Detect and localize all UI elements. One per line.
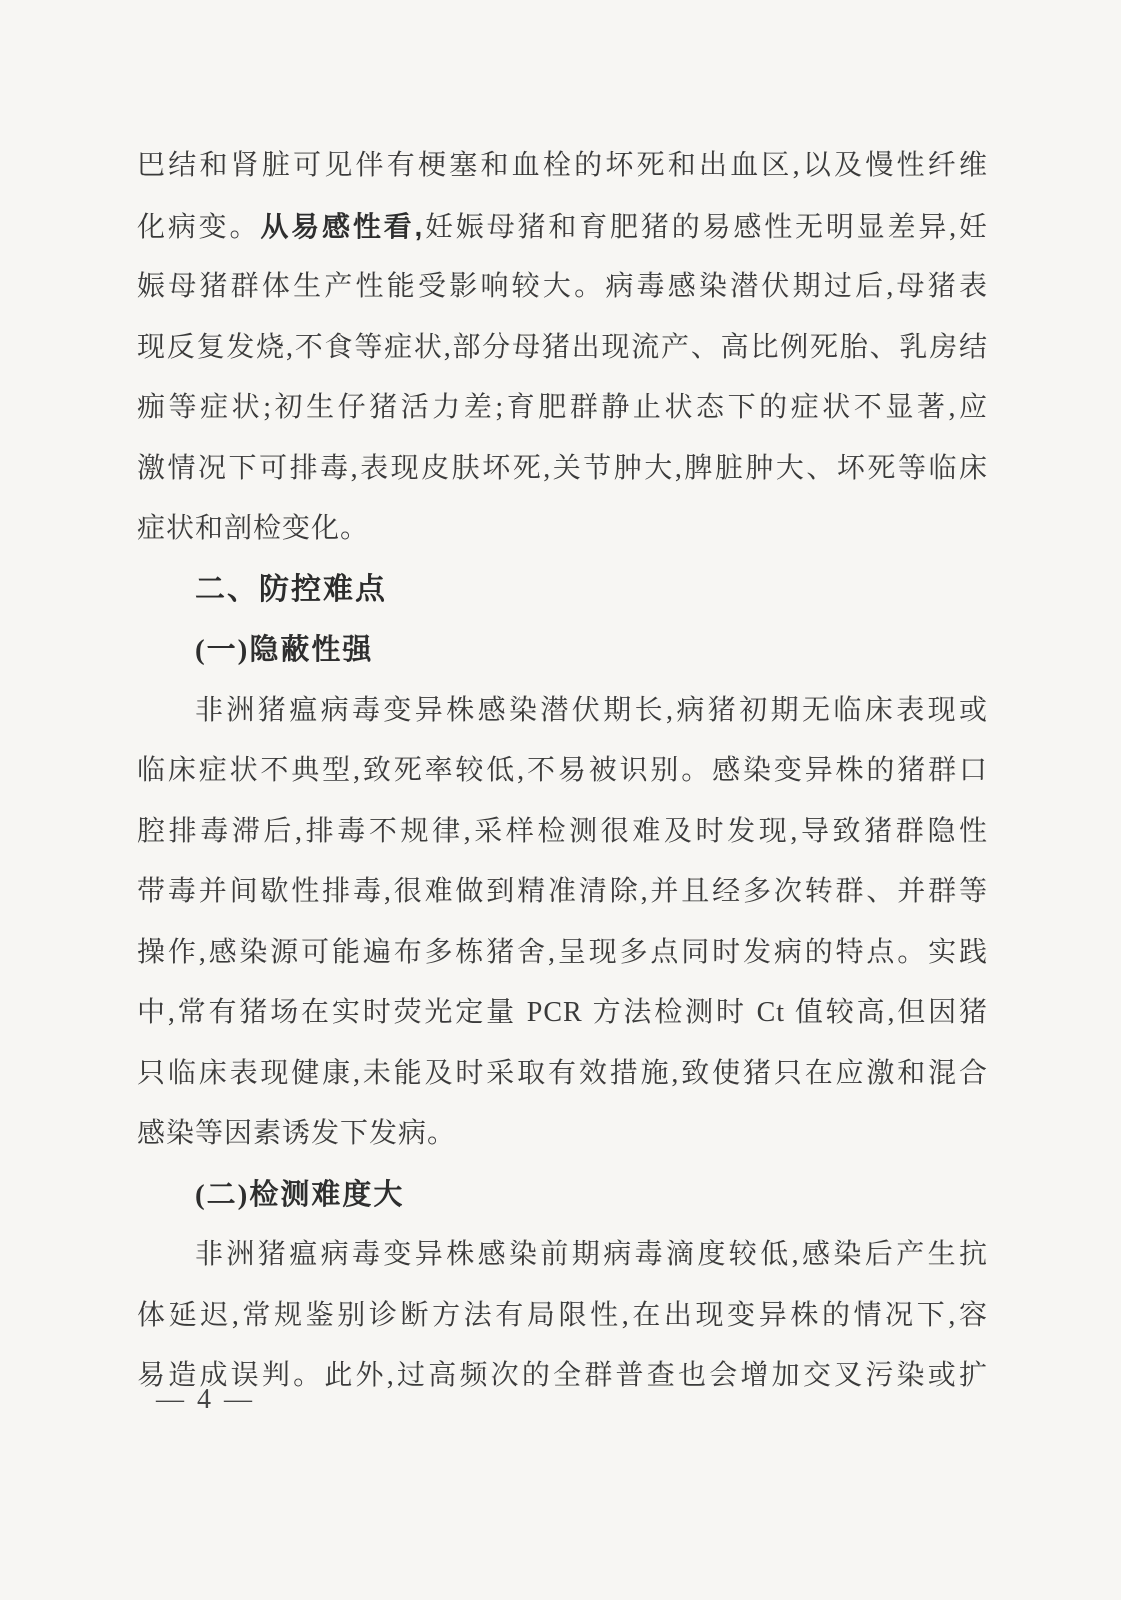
text-segment: 化病变。 — [137, 211, 261, 243]
text-line: 操作,感染源可能遍布多栋猪舍,呈现多点同时发病的特点。实践 — [137, 936, 988, 968]
text-column — [137, 136, 988, 1407]
text-line: 巴结和肾脏可见伴有梗塞和血栓的坏死和出血区,以及慢性纤维 — [137, 150, 988, 181]
page-number: — 4 — — [156, 1384, 255, 1415]
text-line: 非洲猪瘟病毒变异株感染潜伏期长,病猪初期无临床表现或 — [195, 694, 988, 726]
text-line: 痂等症状;初生仔猪活力差;育肥群静止状态下的症状不显著,应 — [137, 392, 988, 423]
subsection-heading: (一)隐蔽性强 — [195, 634, 374, 666]
text-line: 感染等因素诱发下发病。 — [137, 1118, 457, 1149]
text-line: 带毒并间歇性排毒,很难做到精准清除,并且经多次转群、并群等 — [137, 876, 988, 907]
text-line: 中,常有猪场在实时荧光定量 PCR 方法检测时 Ct 值较高,但因猪 — [137, 997, 988, 1028]
text-line: 腔排毒滞后,排毒不规律,采样检测很难及时发现,导致猪群隐性 — [137, 815, 988, 847]
text-line: 非洲猪瘟病毒变异株感染前期病毒滴度较低,感染后产生抗 — [195, 1239, 988, 1270]
text-line: 临床症状不典型,致死率较低,不易被识别。感染变异株的猪群口 — [137, 755, 988, 786]
bold-text-segment: 从易感性看, — [260, 210, 424, 242]
text-line: 娠母猪群体生产性能受影响较大。病毒感染潜伏期过后,母猪表 — [137, 271, 988, 302]
text-line: 只临床表现健康,未能及时采取有效措施,致使猪只在应激和混合 — [137, 1057, 988, 1089]
text-line: 症状和剖检变化。 — [137, 513, 370, 544]
text-line: 激情况下可排毒,表现皮肤坏死,关节肿大,脾脏肿大、坏死等临床 — [137, 452, 988, 484]
subsection-heading: (二)检测难度大 — [195, 1178, 405, 1211]
section-heading: 二、防控难点 — [195, 572, 387, 606]
text-line: 现反复发烧,不食等症状,部分母猪出现流产、高比例死胎、乳房结 — [137, 331, 988, 363]
text-line: 体延迟,常规鉴别诊断方法有局限性,在出现变异株的情况下,容 — [137, 1299, 988, 1331]
text-line — [137, 197, 988, 258]
text-line: 易造成误判。此外,过高频次的全群普查也会增加交叉污染或扩 — [137, 1360, 988, 1391]
text-segment: 妊娠母猪和育肥猪的易感性无明显差异,妊 — [423, 211, 988, 243]
